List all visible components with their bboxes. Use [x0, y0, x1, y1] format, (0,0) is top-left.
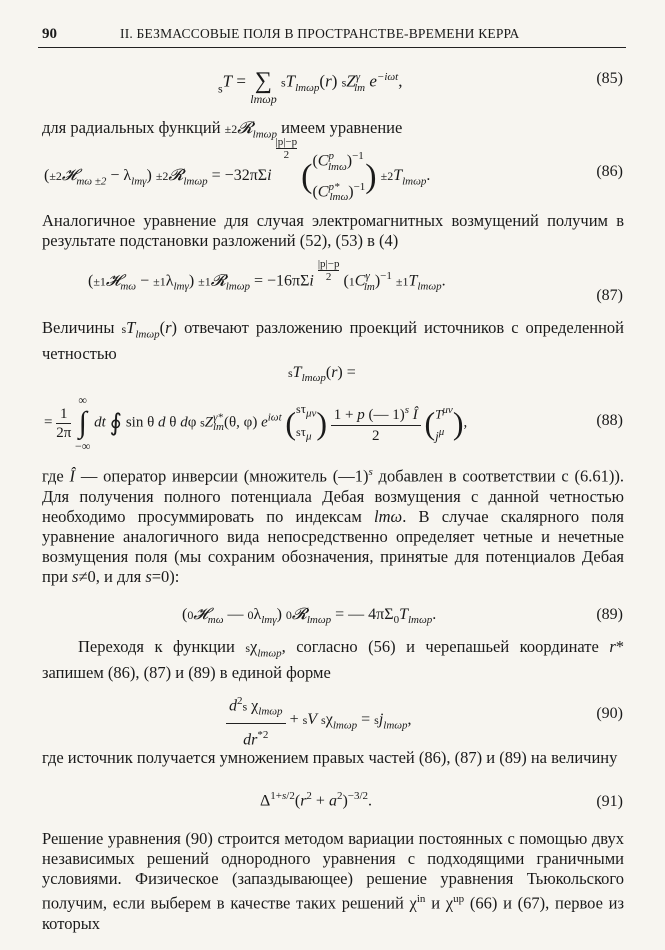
- equation-86: (±2𝓗$_{m\omega \pm 2}$ − $\lambda_{lm\gamma}$) ±2𝓡$_{lm\omega p}$ = −32πΣi $\frac{|p|-p}{2}$ ( $(C^p_{lm\omega})^{-1}$ $(C^{p*}_{lm\omega})^{-1}$ ) $\pm 2T_{lm\omega p}$.: [44, 136, 431, 204]
- equation-number-89: (89): [596, 606, 623, 623]
- equation-number-85: (85): [596, 70, 623, 87]
- equation-number-90: (90): [596, 705, 623, 722]
- equation-number-86: (86): [596, 163, 623, 180]
- equation-number-88: (88): [596, 412, 623, 429]
- paragraph-7: Решение уравнения (90) строится методом вариации постоянных с помощью двух независимых решений однородного уравнения с подходящими граничными условиями. Физическое (запаздывающее) решение уравнения Тьюкольского получим, если выберем в качестве таких решений $\chi^{in}$ и $\chi^{up}$ (66) и (67), первое из которых: [42, 829, 625, 933]
- equation-87: (±1𝓗$_{m\omega}$ − $\pm 1\lambda_{lm\gamma}$) ±1𝓡$_{lm\omega p}$ = −16πΣi $\frac{|p|-p}{2}$ $(1C^\gamma_{lm})^{-1} \pm 1T_{lm\omega p}$.: [88, 258, 446, 293]
- paragraph-4: где Î — оператор инверсии (множитель (—1)$^s$ добавлен в соответствии с (6.61)). Для получения полного потенциала Дебая возмущения с данной четностью необходимо просуммировать по индексам lmω. В случае скалярного поля уравнение аналогичного вида непосредственно определяет четные и нечетные возмущения поля (мы сохраним обозначения, принятые для потенциалов Дебая при s≠0, и для s=0):: [42, 466, 625, 586]
- equation-number-87: (87): [596, 287, 623, 304]
- paragraph-1: для радиальных функций ±2𝓡$_{lm\omega p}$ имеем уравнение: [42, 118, 403, 141]
- equation-88: = $\frac{1}{2\pi}$ ∞ ∫ −∞ dt ∮ sin θ d θ dφ $sZ^{\gamma*}_{lm}(\theta$, φ) $e^{i\omega t}$ ( $s\tau_{\mu\nu}$ $s\tau_\mu$ ) $\frac{1 + p (— 1)^s Î}{2}$ ( $T^{\mu\nu}$ $j^\mu$ ),: [44, 393, 468, 453]
- equation-90: $d^2s$ $\chi_{lm\omega p}$ $dr^{*2}$ + sV $s\chi_{lm\omega p} = sj_{lm\omega p}$,: [226, 690, 412, 751]
- paragraph-5: Переходя к функции $s\chi_{lm\omega p}$, согласно (56) и черепашьей координате r* запишем (86), (87) и (89) в единой форме: [42, 637, 624, 683]
- running-title: II. БЕЗМАССОВЫЕ ПОЛЯ В ПРОСТРАНСТВЕ-ВРЕМЕНИ КЕРРА: [120, 26, 520, 41]
- equation-91: $\Delta^{1+s/2}(r^2 + a^2)^{-3/2}$.: [260, 790, 373, 810]
- page-number: 90: [42, 26, 57, 42]
- sum-index: lmωp: [250, 92, 277, 106]
- paragraph-2: Аналогичное уравнение для случая электромагнитных возмущений получим в результате подстановки разложений (52), (53) в (4): [42, 211, 624, 250]
- equation-number-91: (91): [596, 793, 623, 810]
- equation-89: (0𝓗$_{m\omega}$ — $0\lambda_{lm\gamma}$) 0𝓡$_{lm\omega p}$ = — $4\pi\Sigma_0T_{lm\omega p}$.: [182, 604, 437, 627]
- paragraph-3: Величины $sT_{lm\omega p}(r)$ отвечают разложению проекций источников с определенной четностью: [42, 318, 625, 364]
- equation-88-lhs: $sT_{lm\omega p}(r)$ =: [288, 364, 356, 385]
- header-rule: [38, 47, 626, 48]
- equation-85: $_s$T = ∑ lmωp $sT_{lm\omega p}(r)$ $sZ^\gamma_{lm}$ $e^{-i\omega t}$,: [218, 68, 403, 106]
- paragraph-6: где источник получается умножением правых частей (86), (87) и (89) на величину: [42, 748, 618, 767]
